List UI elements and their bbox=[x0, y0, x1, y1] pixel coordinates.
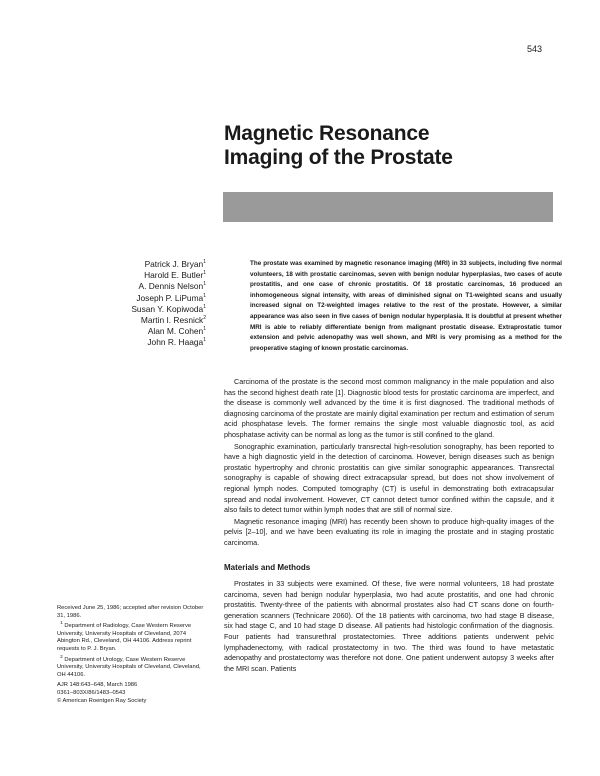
methods-paragraph: Prostates in 33 subjects were examined. Of these, five were normal volunteers, 18 had prostate carcinoma, seven had benign nodular hyperplasia, two had acute prostatitis, and one had chronic prostatitis. Twenty-three of the patients with abnormal prostates also had CT scans done on fourth-generation scanners (Technicare 2060). Of the 18 patients with carcinoma, two had stage B disease, six had stage C, and 10 had stage D disease. All patients had histologic confirmation of the diagnosis. Four patients had transurethral prostatectomies. Three additions patients underwent pelvic lymphadenectomy, with radical prostatectomy in two. The third was found to have metastatic adenopathy and prostatectomy was therefore not done. One patient underwent autopsy 3 weeks after the MRI scan. Patients bbox=[224, 579, 554, 673]
received-note: Received June 25, 1986; accepted after revision October 31, 1986. bbox=[57, 605, 204, 619]
abstract: The prostate was examined by magnetic resonance imaging (MRI) in 33 subjects, including five normal volunteers, 18 with prostatic carcinomas, seven with benign nodular hyperplasias, two cases of acute prostatitis, and one case of chronic prostatitis. Of 18 prostatic carcinomas, 16 produced an inhomogeneous signal intensity, with areas of diminished signal on T1-weighted scans and usually increased signal on T2-weighted images relative to the rest of the prostate. However, a similar appearance was also seen in five cases of benign nodular hyperplasia. It is doubtful at present whether MRI is able to reliably differentiate benign from malignant prostatic disease. Extraprostatic tumor extension and pelvic adenopathy was well shown, and MRI is very promising as a method for the preoperative staging of known prostatic carcinomas. bbox=[250, 260, 562, 352]
body-paragraph: Magnetic resonance imaging (MRI) has recently been shown to produce high-quality images of the pelvis [2–10], and we have been evaluating its role in imaging the prostate and in staging prostatic carcinoma. bbox=[224, 516, 554, 547]
body-paragraph: Carcinoma of the prostate is the second most common malignancy in the male population and also has the second highest death rate [1]. Diagnostic blood tests for prostatic carcinoma are imperfect, and the disease is commonly well advanced by the time it is first diagnosed. The traditional methods of diagnosing carcinoma of the prostate are mainly digital examination per rectum and estimation of serum acid phosphatase levels. The former remains the single most valuable diagnostic tool, as acid phosphatase activity can be normal as long as the tumor is still confined to the gland. bbox=[224, 377, 554, 439]
author: Martin I. Resnick$^2$ bbox=[140, 315, 206, 326]
article-title bbox=[224, 122, 554, 170]
title-line-1: Magnetic Resonance bbox=[224, 122, 430, 145]
author: John R. Haaga$^1$ bbox=[147, 337, 206, 348]
citation bbox=[57, 682, 207, 705]
citation-line: © American Roentgen Ray Society bbox=[57, 697, 147, 704]
page-number: 543 bbox=[526, 44, 542, 54]
author: Joseph P. LiPuma$^1$ bbox=[136, 292, 206, 303]
affiliation-note: $^1$ Department of Radiology, Case Western Reserve University, University Hospitals of Cleveland, 2074 Abington Rd., Cleveland, OH 44106. Address reprint requests to P. J. Bryan. bbox=[57, 620, 192, 652]
title-band bbox=[223, 192, 553, 222]
affiliation-note: $^2$ Department of Urology, Case Western Reserve University, University Hospitals of Cleveland, Cleveland, OH 44106. bbox=[57, 653, 201, 678]
title-line-2: Imaging of the Prostate bbox=[224, 146, 453, 169]
footnotes bbox=[57, 605, 207, 705]
citation-line: AJR 148:643–648, March 1986 bbox=[57, 682, 138, 689]
author-list bbox=[131, 259, 206, 349]
author: Susan Y. Kopiwoda$^1$ bbox=[131, 303, 206, 314]
body-paragraph: Sonographic examination, particularly transrectal high-resolution sonography, has been reported to have a high diagnostic yield in the detection of carcinoma. However, benign diseases such as benign prostatic hypertrophy and chronic prostatitis can give similar sonographic appearances. Transrectal sonography is capable of showing direct extracapsular spread, but does not show involvement of regional lymph nodes. Computed tomography (CT) is useful in demonstrating both extracapsular spread and nodal involvement. However, CT cannot detect tumor confined within the capsule, and it also fails to detect tumor within lymph nodes that are still of normal size. bbox=[224, 441, 554, 515]
author: Alan M. Cohen$^1$ bbox=[147, 326, 206, 337]
author: Patrick J. Bryan$^1$ bbox=[144, 259, 206, 269]
article-body bbox=[224, 377, 554, 674]
author: Harold E. Butler$^1$ bbox=[144, 270, 206, 281]
section-heading: Materials and Methods bbox=[224, 562, 311, 572]
citation-line: 0361–803X/86/1483–0543 bbox=[57, 689, 126, 696]
author: A. Dennis Nelson$^1$ bbox=[138, 281, 206, 292]
